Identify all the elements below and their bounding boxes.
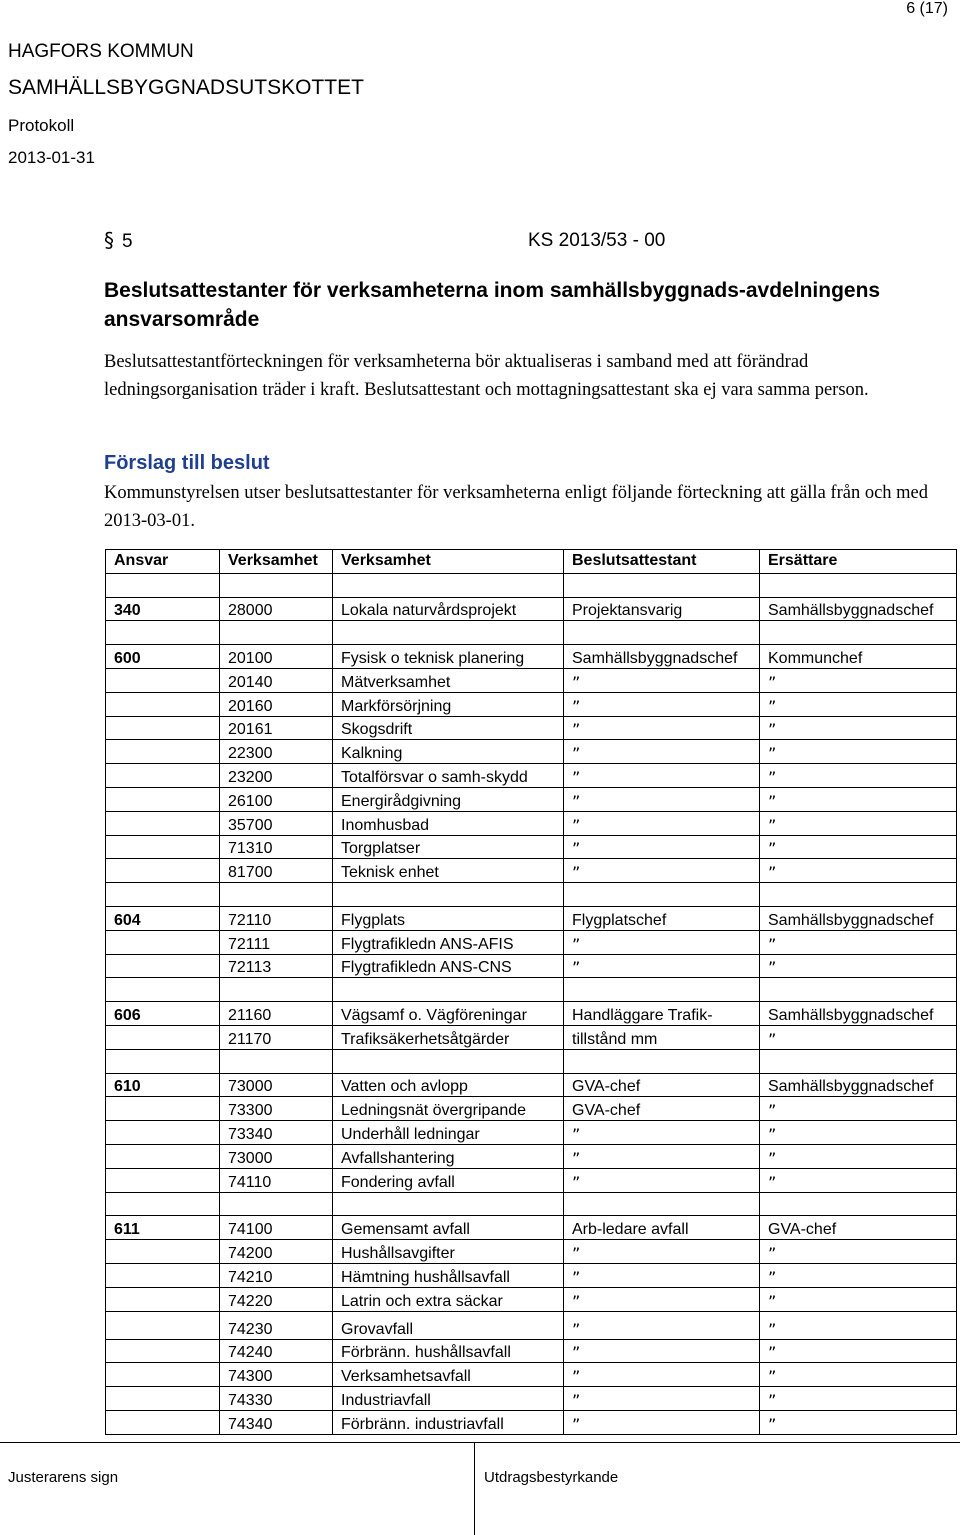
- verksamhet-name-cell: [333, 621, 564, 645]
- attestant-cell: ”: [564, 930, 760, 954]
- verksamhet-name-cell: Grovavfall: [333, 1311, 564, 1339]
- attestant-cell: Arb-ledare avfall: [564, 1216, 760, 1240]
- attestant-cell: ”: [564, 1287, 760, 1311]
- attestant-cell: ”: [564, 1387, 760, 1411]
- attestant-cell: [564, 883, 760, 907]
- substitute-cell: [760, 1192, 957, 1216]
- attestant-cell: [564, 573, 760, 597]
- verksamhet-code-cell: [220, 621, 333, 645]
- substitute-cell: ”: [760, 954, 957, 978]
- ansvar-cell: [106, 883, 220, 907]
- column-header: Ansvar: [106, 550, 220, 574]
- attestant-cell: ”: [564, 811, 760, 835]
- attestant-cell: [564, 621, 760, 645]
- substitute-cell: ”: [760, 1168, 957, 1192]
- substitute-cell: GVA-chef: [760, 1216, 957, 1240]
- verksamhet-name-cell: Underhåll ledningar: [333, 1121, 564, 1145]
- verksamhet-name-cell: Industriavfall: [333, 1387, 564, 1411]
- verksamhet-name-cell: Lokala naturvårdsprojekt: [333, 597, 564, 621]
- substitute-cell: [760, 573, 957, 597]
- verksamhet-code-cell: 74100: [220, 1216, 333, 1240]
- table-row: [106, 1168, 957, 1192]
- substitute-cell: [760, 978, 957, 1002]
- table-spacer-row: [106, 1192, 957, 1216]
- ansvar-cell: [106, 692, 220, 716]
- table-row: [106, 906, 957, 930]
- table-spacer-row: [106, 978, 957, 1002]
- attestant-cell: ”: [564, 954, 760, 978]
- verksamhet-code-cell: 74110: [220, 1168, 333, 1192]
- ansvar-cell: [106, 621, 220, 645]
- proposal-heading: Förslag till beslut: [104, 452, 270, 474]
- attestant-cell: ”: [564, 1168, 760, 1192]
- substitute-cell: [760, 883, 957, 907]
- substitute-cell: ”: [760, 1025, 957, 1049]
- verksamhet-name-cell: [333, 1049, 564, 1073]
- table-header-row: [106, 550, 957, 574]
- table-row: [106, 740, 957, 764]
- attestant-cell: ”: [564, 668, 760, 692]
- substitute-cell: ”: [760, 1387, 957, 1411]
- table-row: [106, 1097, 957, 1121]
- verksamhet-name-cell: [333, 883, 564, 907]
- table-row: [106, 716, 957, 740]
- table-row: [106, 859, 957, 883]
- ansvar-cell: 340: [106, 597, 220, 621]
- substitute-cell: ”: [760, 764, 957, 788]
- verksamhet-code-cell: 74200: [220, 1240, 333, 1264]
- verksamhet-code-cell: 74210: [220, 1263, 333, 1287]
- substitute-cell: Samhällsbyggnadschef: [760, 597, 957, 621]
- substitute-cell: Samhällsbyggnadschef: [760, 1073, 957, 1097]
- section-body: Beslutsattestantförteckningen för verksamheterna bör aktualiseras i samband med att förändrad ledningsorganisation träder i kraft. Beslutsattestant och mottagningsattestant ska ej vara samma person.: [104, 352, 869, 400]
- attestant-cell: Samhällsbyggnadschef: [564, 645, 760, 669]
- ansvar-cell: [106, 740, 220, 764]
- ansvar-cell: 604: [106, 906, 220, 930]
- ansvar-cell: [106, 1097, 220, 1121]
- substitute-cell: ”: [760, 1311, 957, 1339]
- attestant-cell: ”: [564, 692, 760, 716]
- verksamhet-name-cell: Fysisk o teknisk planering: [333, 645, 564, 669]
- substitute-cell: ”: [760, 1121, 957, 1145]
- attestant-cell: Flygplatschef: [564, 906, 760, 930]
- table-spacer-row: [106, 1049, 957, 1073]
- table-row: [106, 645, 957, 669]
- verksamhet-code-cell: 20161: [220, 716, 333, 740]
- ansvar-cell: [106, 1144, 220, 1168]
- verksamhet-code-cell: [220, 978, 333, 1002]
- ansvar-cell: [106, 1263, 220, 1287]
- section-title: Beslutsattestanter för verksamheterna inom samhällsbyggnads-avdelningens ansvarsområde: [104, 279, 881, 331]
- attestant-cell: ”: [564, 1410, 760, 1434]
- verksamhet-name-cell: Hämtning hushållsavfall: [333, 1263, 564, 1287]
- verksamhet-code-cell: 20100: [220, 645, 333, 669]
- substitute-cell: [760, 621, 957, 645]
- attestant-cell: tillstånd mm: [564, 1025, 760, 1049]
- verksamhet-code-cell: 73300: [220, 1097, 333, 1121]
- proposal-text: Kommunstyrelsen utser beslutsattestanter för verksamheterna enligt följande förteckning att gälla från och med 2013-03-01.: [104, 483, 928, 531]
- verksamhet-name-cell: Hushållsavgifter: [333, 1240, 564, 1264]
- table-row: [106, 1387, 957, 1411]
- table-row: [106, 787, 957, 811]
- table-row: [106, 1144, 957, 1168]
- table-row: [106, 668, 957, 692]
- footer-divider: [0, 1442, 960, 1443]
- column-header: Ersättare: [760, 550, 957, 574]
- verksamhet-code-cell: 72111: [220, 930, 333, 954]
- attestant-cell: ”: [564, 1363, 760, 1387]
- verksamhet-code-cell: 81700: [220, 859, 333, 883]
- attestant-cell: [564, 1049, 760, 1073]
- ansvar-cell: [106, 954, 220, 978]
- verksamhet-name-cell: Flygtrafikledn ANS-AFIS: [333, 930, 564, 954]
- verksamhet-name-cell: Gemensamt avfall: [333, 1216, 564, 1240]
- verksamhet-name-cell: Totalförsvar o samh-skydd: [333, 764, 564, 788]
- verksamhet-code-cell: 73340: [220, 1121, 333, 1145]
- organization-name: HAGFORS KOMMUN: [8, 41, 194, 62]
- substitute-cell: Kommunchef: [760, 645, 957, 669]
- verksamhet-code-cell: 72110: [220, 906, 333, 930]
- substitute-cell: Samhällsbyggnadschef: [760, 906, 957, 930]
- page-number: 6 (17): [906, 0, 948, 17]
- verksamhet-code-cell: 74230: [220, 1311, 333, 1339]
- substitute-cell: [760, 1049, 957, 1073]
- ansvar-cell: [106, 859, 220, 883]
- substitute-cell: ”: [760, 1144, 957, 1168]
- ansvar-cell: [106, 1287, 220, 1311]
- table-row: [106, 1121, 957, 1145]
- attestant-cell: ”: [564, 1121, 760, 1145]
- ansvar-cell: [106, 1363, 220, 1387]
- ansvar-cell: [106, 1192, 220, 1216]
- attestant-cell: ”: [564, 1339, 760, 1363]
- table-row: [106, 597, 957, 621]
- verksamhet-name-cell: Kalkning: [333, 740, 564, 764]
- substitute-cell: ”: [760, 1240, 957, 1264]
- verksamhet-name-cell: [333, 1192, 564, 1216]
- verksamhet-code-cell: 23200: [220, 764, 333, 788]
- substitute-cell: ”: [760, 1287, 957, 1311]
- substitute-cell: ”: [760, 859, 957, 883]
- verksamhet-code-cell: 21160: [220, 1002, 333, 1026]
- ansvar-cell: [106, 1168, 220, 1192]
- case-number: KS 2013/53 - 00: [528, 230, 666, 251]
- attestant-cell: ”: [564, 859, 760, 883]
- table-row: [106, 1216, 957, 1240]
- verksamhet-code-cell: 72113: [220, 954, 333, 978]
- table-row: [106, 1240, 957, 1264]
- attestant-cell: GVA-chef: [564, 1073, 760, 1097]
- verksamhet-name-cell: [333, 573, 564, 597]
- ansvar-cell: [106, 1121, 220, 1145]
- substitute-cell: ”: [760, 811, 957, 835]
- substitute-cell: ”: [760, 787, 957, 811]
- table-row: [106, 692, 957, 716]
- verksamhet-name-cell: Vägsamf o. Vägföreningar: [333, 1002, 564, 1026]
- verksamhet-name-cell: Fondering avfall: [333, 1168, 564, 1192]
- attestant-cell: ”: [564, 1263, 760, 1287]
- substitute-cell: ”: [760, 930, 957, 954]
- verksamhet-name-cell: Skogsdrift: [333, 716, 564, 740]
- table-row: [106, 764, 957, 788]
- substitute-cell: ”: [760, 1339, 957, 1363]
- substitute-cell: ”: [760, 740, 957, 764]
- ansvar-cell: [106, 1387, 220, 1411]
- attestant-cell: [564, 1192, 760, 1216]
- verksamhet-name-cell: Förbränn. industriavfall: [333, 1410, 564, 1434]
- verksamhet-name-cell: Energirådgivning: [333, 787, 564, 811]
- table-spacer-row: [106, 883, 957, 907]
- ansvar-cell: [106, 764, 220, 788]
- column-header: Verksamhet: [333, 550, 564, 574]
- table-row: [106, 1287, 957, 1311]
- attestant-cell: ”: [564, 835, 760, 859]
- attestant-cell: ”: [564, 1144, 760, 1168]
- ansvar-cell: [106, 930, 220, 954]
- table-row: [106, 1339, 957, 1363]
- attestant-cell: ”: [564, 1311, 760, 1339]
- substitute-cell: ”: [760, 1263, 957, 1287]
- ansvar-cell: 600: [106, 645, 220, 669]
- footer-column-divider: [474, 1442, 475, 1535]
- footer-certification-label: Utdragsbestyrkande: [484, 1469, 619, 1486]
- table-row: [106, 1410, 957, 1434]
- verksamhet-name-cell: [333, 978, 564, 1002]
- document-date: 2013-01-31: [8, 148, 95, 167]
- ansvar-cell: 610: [106, 1073, 220, 1097]
- table-row: [106, 1073, 957, 1097]
- verksamhet-code-cell: 74300: [220, 1363, 333, 1387]
- substitute-cell: ”: [760, 1410, 957, 1434]
- committee-name: SAMHÄLLSBYGGNADSUTSKOTTET: [8, 76, 364, 99]
- verksamhet-code-cell: 21170: [220, 1025, 333, 1049]
- verksamhet-code-cell: 74330: [220, 1387, 333, 1411]
- table-spacer-row: [106, 573, 957, 597]
- ansvar-cell: [106, 811, 220, 835]
- verksamhet-code-cell: 28000: [220, 597, 333, 621]
- table-row: [106, 954, 957, 978]
- ansvar-cell: [106, 1049, 220, 1073]
- attestant-cell: ”: [564, 740, 760, 764]
- verksamhet-name-cell: Vatten och avlopp: [333, 1073, 564, 1097]
- ansvar-cell: [106, 716, 220, 740]
- verksamhet-name-cell: Flygtrafikledn ANS-CNS: [333, 954, 564, 978]
- paragraph-sign: §: [104, 228, 114, 252]
- table-row: [106, 1363, 957, 1387]
- verksamhet-code-cell: 74240: [220, 1339, 333, 1363]
- attestant-cell: ”: [564, 1240, 760, 1264]
- ansvar-cell: [106, 835, 220, 859]
- substitute-cell: Samhällsbyggnadschef: [760, 1002, 957, 1026]
- verksamhet-name-cell: Teknisk enhet: [333, 859, 564, 883]
- verksamhet-name-cell: Trafiksäkerhetsåtgärder: [333, 1025, 564, 1049]
- verksamhet-code-cell: [220, 1192, 333, 1216]
- verksamhet-name-cell: Inomhusbad: [333, 811, 564, 835]
- verksamhet-name-cell: Torgplatser: [333, 835, 564, 859]
- verksamhet-code-cell: 74340: [220, 1410, 333, 1434]
- substitute-cell: ”: [760, 835, 957, 859]
- verksamhet-code-cell: [220, 883, 333, 907]
- table-row: [106, 930, 957, 954]
- verksamhet-name-cell: Avfallshantering: [333, 1144, 564, 1168]
- substitute-cell: ”: [760, 1363, 957, 1387]
- paragraph-heading: [104, 228, 133, 253]
- ansvar-cell: [106, 573, 220, 597]
- substitute-cell: ”: [760, 692, 957, 716]
- table-row: [106, 811, 957, 835]
- column-header: Beslutsattestant: [564, 550, 760, 574]
- attestant-cell: ”: [564, 764, 760, 788]
- substitute-cell: ”: [760, 716, 957, 740]
- verksamhet-name-cell: Verksamhetsavfall: [333, 1363, 564, 1387]
- attestant-cell: Projektansvarig: [564, 597, 760, 621]
- ansvar-cell: [106, 1339, 220, 1363]
- verksamhet-name-cell: Mätverksamhet: [333, 668, 564, 692]
- table-body: [106, 573, 957, 1434]
- attestant-cell: GVA-chef: [564, 1097, 760, 1121]
- verksamhet-name-cell: Förbränn. hushållsavfall: [333, 1339, 564, 1363]
- verksamhet-code-cell: 22300: [220, 740, 333, 764]
- footer-signature-label: Justerarens sign: [8, 1469, 119, 1486]
- ansvar-cell: [106, 1240, 220, 1264]
- attestant-cell: Handläggare Trafik-: [564, 1002, 760, 1026]
- verksamhet-code-cell: 26100: [220, 787, 333, 811]
- table-row: [106, 1311, 957, 1339]
- verksamhet-code-cell: 73000: [220, 1073, 333, 1097]
- ansvar-cell: [106, 787, 220, 811]
- verksamhet-code-cell: 74220: [220, 1287, 333, 1311]
- verksamhet-name-cell: Flygplats: [333, 906, 564, 930]
- ansvar-cell: [106, 668, 220, 692]
- ansvar-cell: [106, 1410, 220, 1434]
- verksamhet-code-cell: 71310: [220, 835, 333, 859]
- substitute-cell: ”: [760, 1097, 957, 1121]
- attestant-cell: [564, 978, 760, 1002]
- substitute-cell: ”: [760, 668, 957, 692]
- attestant-table: [105, 549, 957, 1435]
- column-header: Verksamhet: [220, 550, 333, 574]
- document-type: Protokoll: [8, 116, 75, 135]
- verksamhet-code-cell: 73000: [220, 1144, 333, 1168]
- verksamhet-code-cell: 20160: [220, 692, 333, 716]
- table-spacer-row: [106, 621, 957, 645]
- table-row: [106, 1263, 957, 1287]
- verksamhet-code-cell: [220, 573, 333, 597]
- ansvar-cell: 606: [106, 1002, 220, 1026]
- table-row: [106, 835, 957, 859]
- verksamhet-name-cell: Markförsörjning: [333, 692, 564, 716]
- table-row: [106, 1025, 957, 1049]
- ansvar-cell: [106, 1025, 220, 1049]
- verksamhet-name-cell: Ledningsnät övergripande: [333, 1097, 564, 1121]
- ansvar-cell: [106, 978, 220, 1002]
- verksamhet-code-cell: 35700: [220, 811, 333, 835]
- ansvar-cell: [106, 1311, 220, 1339]
- attestant-cell: ”: [564, 716, 760, 740]
- ansvar-cell: 611: [106, 1216, 220, 1240]
- table-row: [106, 1002, 957, 1026]
- verksamhet-code-cell: 20140: [220, 668, 333, 692]
- attestant-cell: ”: [564, 787, 760, 811]
- verksamhet-code-cell: [220, 1049, 333, 1073]
- verksamhet-name-cell: Latrin och extra säckar: [333, 1287, 564, 1311]
- paragraph-number: 5: [122, 231, 133, 252]
